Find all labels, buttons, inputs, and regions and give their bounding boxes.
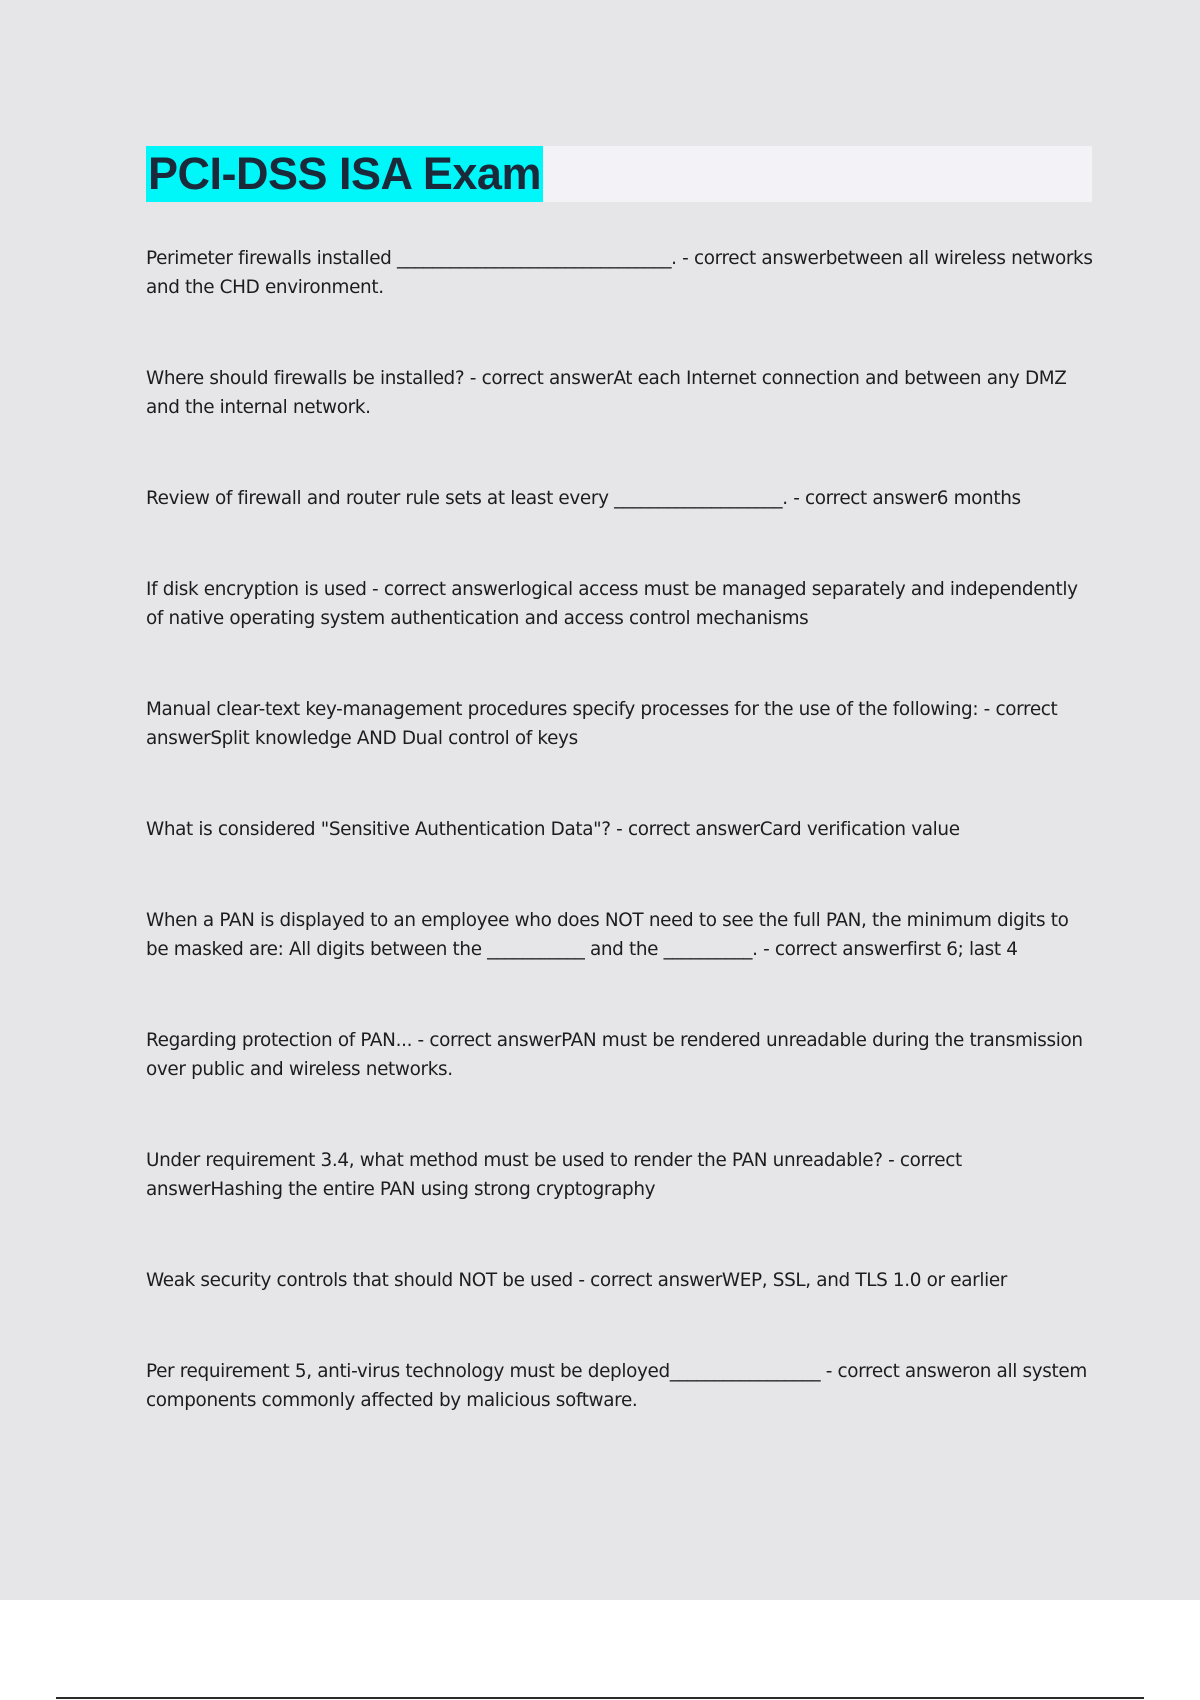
- page-title: PCI-DSS ISA Exam: [146, 146, 543, 202]
- qa-item: Weak security controls that should NOT be used - correct answerWEP, SSL, and TLS 1.0 or earlier: [146, 1270, 1008, 1291]
- footer-divider: [56, 1697, 1144, 1699]
- qa-item: What is considered "Sensitive Authentication Data"? - correct answerCard verification value: [146, 819, 960, 840]
- qa-item: Under requirement 3.4, what method must be used to render the PAN unreadable? - correct answerHashing the entire PAN using strong cryptography: [146, 1150, 962, 1200]
- qa-item: When a PAN is displayed to an employee who does NOT need to see the full PAN, the minimum digits to be masked are: All digits between the ___________ and the __________. - correct answerfirst 6; last 4: [146, 910, 1069, 960]
- qa-item: If disk encryption is used - correct answerlogical access must be managed separately and independently of native operating system authentication and access control mechanisms: [146, 579, 1078, 629]
- qa-list: [146, 244, 1096, 1477]
- qa-item: Regarding protection of PAN... - correct answerPAN must be rendered unreadable during the transmission over public and wireless networks.: [146, 1030, 1083, 1080]
- qa-item: Where should firewalls be installed? - correct answerAt each Internet connection and between any DMZ and the internal network.: [146, 368, 1067, 418]
- qa-item: Review of firewall and router rule sets at least every ___________________. - correct answer6 months: [146, 488, 1021, 509]
- qa-item: Perimeter firewalls installed _______________________________. - correct answerbetween all wireless networks and the CHD environment.: [146, 248, 1093, 298]
- qa-item: Manual clear-text key-management procedures specify processes for the use of the following: - correct answerSplit knowledge AND Dual control of keys: [146, 699, 1058, 749]
- qa-item: Per requirement 5, anti-virus technology must be deployed_________________ - correct answeron all system components commonly affected by malicious software.: [146, 1361, 1087, 1411]
